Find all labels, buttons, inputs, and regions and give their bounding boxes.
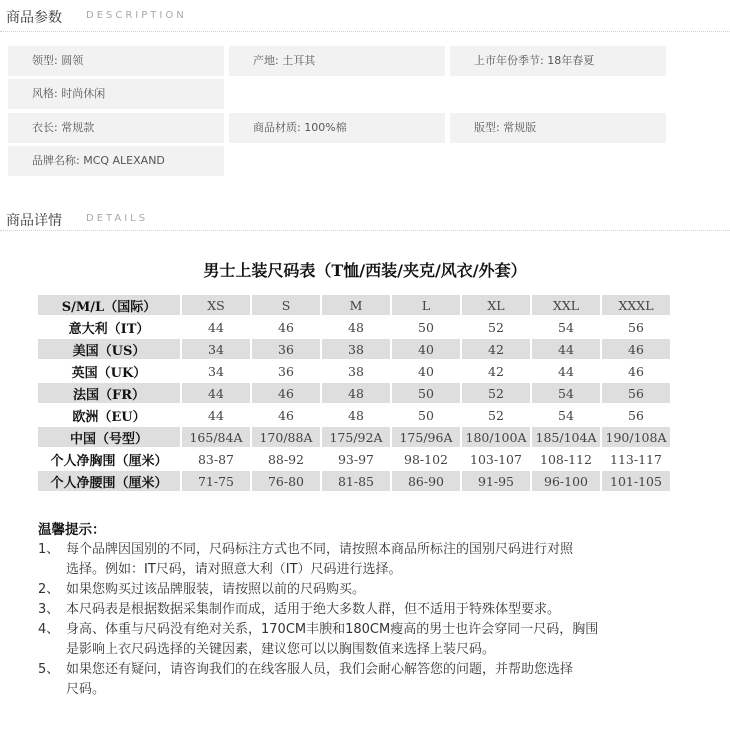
tip-item: [38, 580, 698, 600]
size-row-header: 英国（UK）: [38, 361, 180, 381]
size-row-header: 法国（FR）: [38, 383, 180, 403]
param-origin-label: 产地 :: [253, 54, 282, 67]
size-cell: 91-95: [462, 471, 530, 491]
param-material: [229, 113, 445, 143]
size-cell: XL: [462, 295, 530, 315]
tip-number: 3、: [38, 602, 60, 617]
size-cell: 113-117: [602, 449, 670, 469]
size-cell: 52: [462, 405, 530, 425]
size-cell: 34: [182, 339, 250, 359]
params-section-header: [0, 0, 730, 30]
size-cell: 46: [252, 383, 320, 403]
tip-item: [38, 600, 698, 620]
tips-block: [38, 520, 698, 700]
size-chart-title: 男士上装尺码表（T恤/西装/夹克/风衣/外套）: [203, 261, 527, 280]
size-cell: 46: [252, 405, 320, 425]
size-cell: 42: [462, 339, 530, 359]
tip-item: [38, 620, 698, 660]
param-season-value: 18年春夏: [547, 54, 595, 67]
param-length: [8, 113, 224, 143]
param-season: [450, 46, 666, 76]
size-cell: 98-102: [392, 449, 460, 469]
size-row-header: 中国（号型）: [38, 427, 180, 447]
size-row: [38, 405, 670, 425]
size-cell: 93-97: [322, 449, 390, 469]
param-origin-value: 土耳其: [282, 54, 316, 67]
size-cell: 101-105: [602, 471, 670, 491]
size-cell: 54: [532, 383, 600, 403]
size-cell: M: [322, 295, 390, 315]
tip-line: 每个品牌因国别的不同，尺码标注方式也不同，请按照本商品所标注的国别尺码进行对照: [66, 542, 574, 557]
size-cell: 83-87: [182, 449, 250, 469]
param-collar: [8, 46, 224, 76]
tips-list: [38, 540, 698, 700]
param-brand: [8, 146, 224, 176]
size-row-header: 个人净胸围（厘米）: [38, 449, 180, 469]
tip-item: [38, 660, 698, 700]
params-divider: [0, 31, 730, 32]
size-cell: 36: [252, 339, 320, 359]
param-length-label: 衣长 :: [32, 121, 61, 134]
size-cell: 108-112: [532, 449, 600, 469]
size-row: [38, 471, 670, 491]
details-section-subtitle: DETAILS: [86, 213, 149, 224]
size-cell: XS: [182, 295, 250, 315]
param-fit-value: 常规版: [503, 121, 537, 134]
size-cell: XXXL: [602, 295, 670, 315]
tip-line: 是影响上衣尺码选择的关键因素，建议您可以以胸围数值来选择上装尺码。: [66, 642, 496, 657]
param-season-label: 上市年份季节 :: [474, 54, 547, 67]
size-cell: 38: [322, 339, 390, 359]
size-cell: 88-92: [252, 449, 320, 469]
size-cell: 175/92A: [322, 427, 390, 447]
size-row-header: S/M/L（国际）: [38, 295, 180, 315]
size-cell: S: [252, 295, 320, 315]
tip-number: 4、: [38, 622, 60, 637]
size-cell: 175/96A: [392, 427, 460, 447]
size-cell: 52: [462, 317, 530, 337]
size-row: [38, 339, 670, 359]
param-material-value: 100%棉: [304, 121, 347, 134]
size-cell: 42: [462, 361, 530, 381]
tip-line: 如果您还有疑问，请咨询我们的在线客服人员，我们会耐心解答您的问题，并帮助您选择: [66, 662, 574, 677]
size-chart-table: [36, 293, 672, 493]
size-cell: 190/108A: [602, 427, 670, 447]
tips-title: 温馨提示：: [38, 522, 106, 538]
size-cell: 96-100: [532, 471, 600, 491]
size-cell: 48: [322, 317, 390, 337]
size-cell: 52: [462, 383, 530, 403]
tip-line: 尺码。: [66, 682, 106, 697]
size-row-header: 欧洲（EU）: [38, 405, 180, 425]
size-cell: 44: [182, 317, 250, 337]
param-origin: [229, 46, 445, 76]
size-cell: 54: [532, 317, 600, 337]
tip-number: 5、: [38, 662, 60, 677]
size-cell: 36: [252, 361, 320, 381]
size-row-header: 美国（US）: [38, 339, 180, 359]
param-fit: [450, 113, 666, 143]
size-cell: 170/88A: [252, 427, 320, 447]
size-cell: 56: [602, 317, 670, 337]
size-cell: 44: [532, 339, 600, 359]
size-cell: 38: [322, 361, 390, 381]
size-cell: 50: [392, 405, 460, 425]
tip-line: 选择。例如：IT尺码，请对照意大利（IT）尺码进行选择。: [66, 562, 402, 577]
size-row: [38, 295, 670, 315]
size-cell: 56: [602, 383, 670, 403]
param-brand-value: MCQ ALEXAND: [83, 154, 165, 167]
size-row: [38, 449, 670, 469]
size-row: [38, 383, 670, 403]
size-row-header: 个人净腰围（厘米）: [38, 471, 180, 491]
size-cell: 46: [602, 361, 670, 381]
size-cell: 40: [392, 361, 460, 381]
size-cell: 54: [532, 405, 600, 425]
size-cell: 86-90: [392, 471, 460, 491]
size-cell: 50: [392, 317, 460, 337]
size-cell: 34: [182, 361, 250, 381]
params-section-title: 商品参数: [6, 10, 62, 26]
size-cell: XXL: [532, 295, 600, 315]
param-fit-label: 版型 :: [474, 121, 503, 134]
tip-line: 身高、体重与尺码没有绝对关系，170CM丰腴和180CM瘦高的男士也许会穿同一尺码，胸围: [66, 622, 599, 637]
size-cell: 48: [322, 405, 390, 425]
size-row: [38, 317, 670, 337]
size-cell: 165/84A: [182, 427, 250, 447]
details-section-header: [0, 203, 730, 233]
size-cell: 103-107: [462, 449, 530, 469]
size-row-header: 意大利（IT）: [38, 317, 180, 337]
size-cell: 71-75: [182, 471, 250, 491]
param-style: [8, 79, 224, 109]
size-cell: 44: [182, 383, 250, 403]
tip-line: 如果您购买过该品牌服装，请按照以前的尺码购买。: [66, 582, 366, 597]
size-row: [38, 361, 670, 381]
size-cell: 76-80: [252, 471, 320, 491]
param-brand-label: 品牌名称 :: [32, 154, 83, 167]
size-cell: 180/100A: [462, 427, 530, 447]
size-cell: L: [392, 295, 460, 315]
tip-item: [38, 540, 698, 580]
tip-number: 2、: [38, 582, 60, 597]
param-style-value: 时尚休闲: [61, 87, 106, 100]
size-cell: 50: [392, 383, 460, 403]
param-style-label: 风格 :: [32, 87, 61, 100]
size-cell: 44: [182, 405, 250, 425]
param-length-value: 常规款: [61, 121, 95, 134]
size-cell: 48: [322, 383, 390, 403]
param-collar-label: 领型 :: [32, 54, 61, 67]
tip-number: 1、: [38, 542, 60, 557]
size-cell: 46: [602, 339, 670, 359]
params-section-subtitle: DESCRIPTION: [86, 10, 187, 21]
size-cell: 185/104A: [532, 427, 600, 447]
param-material-label: 商品材质 :: [253, 121, 304, 134]
size-cell: 81-85: [322, 471, 390, 491]
size-cell: 56: [602, 405, 670, 425]
size-cell: 46: [252, 317, 320, 337]
size-cell: 44: [532, 361, 600, 381]
size-row: [38, 427, 670, 447]
details-section-title: 商品详情: [6, 213, 62, 229]
size-cell: 40: [392, 339, 460, 359]
details-divider: [0, 230, 730, 231]
tip-line: 本尺码表是根据数据采集制作而成，适用于绝大多数人群，但不适用于特殊体型要求。: [66, 602, 561, 617]
param-collar-value: 圆领: [61, 54, 84, 67]
